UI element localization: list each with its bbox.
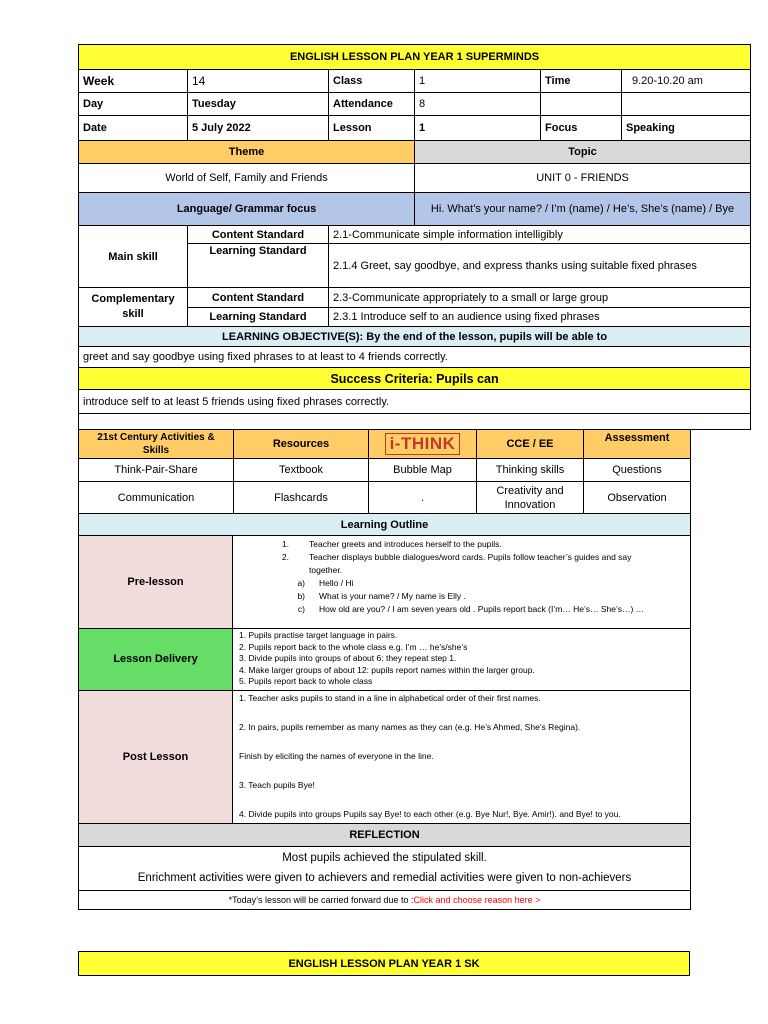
main-learning-standard[interactable]: 2.1.4 Greet, say goodbye, and express thanks using suitable fixed phrases	[329, 244, 751, 288]
week-value[interactable]: 14	[188, 70, 329, 93]
date-label: Date	[79, 116, 188, 141]
reflection-text[interactable]: Most pupils achieved the stipulated skill. Enrichment activities were given to achievers and remedial activities were given to non-achievers	[79, 846, 691, 890]
empty-cell	[541, 93, 622, 116]
week-label: Week	[79, 70, 188, 93]
topic-value[interactable]: UNIT 0 - FRIENDS	[415, 164, 751, 193]
ithink-logo: i-THINK	[385, 433, 461, 455]
resources-header: Resources	[234, 430, 369, 459]
learning-outline-header: Learning Outline	[79, 514, 691, 536]
comp-content-standard[interactable]: 2.3-Communicate appropriately to a small or large group	[329, 288, 751, 308]
21st-century-2[interactable]: Communication	[79, 482, 234, 514]
attendance-label: Attendance	[329, 93, 415, 116]
comp-learning-standard[interactable]: 2.3.1 Introduce self to an audience using fixed phrases	[329, 308, 751, 327]
focus-value[interactable]: Speaking	[622, 116, 751, 141]
21st-century-1[interactable]: Think-Pair-Share	[79, 459, 234, 482]
objective-text[interactable]: greet and say goodbye using fixed phrases to at least to 4 friends correctly.	[79, 347, 751, 368]
pre-lesson-label: Pre-lesson	[79, 536, 233, 629]
post-lesson-label: Post Lesson	[79, 690, 233, 823]
assessment-1[interactable]: Questions	[584, 459, 691, 482]
lesson-plan-table	[78, 44, 751, 430]
assessment-header: Assessment	[584, 430, 691, 459]
assessment-2[interactable]: Observation	[584, 482, 691, 514]
lesson-delivery-steps[interactable]: 1. Pupils practise target language in pairs. 2. Pupils report back to the whole class e.g. I’m … he’s/she’s 3. Divide pupils into groups of about 6: they repeat step 1. 4. Make larger groups of about 12: pupils report names within the larger group. 5. Pupils report back to whole class	[233, 629, 691, 691]
ithink-2[interactable]: .	[369, 482, 477, 514]
success-criteria-header: Success Criteria: Pupils can	[79, 368, 751, 390]
success-criteria-text[interactable]: introduce self to at least 5 friends using fixed phrases correctly.	[79, 390, 751, 414]
comp-learning-standard-label: Learning Standard	[188, 308, 329, 327]
main-learning-standard-label: Learning Standard	[188, 244, 329, 288]
time-value[interactable]: 9.20-10.20 am	[622, 70, 751, 93]
lesson-plan	[78, 44, 735, 910]
reflection-header: REFLECTION	[79, 823, 691, 846]
date-value[interactable]: 5 July 2022	[188, 116, 329, 141]
ithink-1[interactable]: Bubble Map	[369, 459, 477, 482]
21st-century-header: 21st Century Activities & Skills	[79, 430, 234, 459]
attendance-value[interactable]: 8	[415, 93, 541, 116]
outline-table	[78, 513, 691, 910]
lesson-delivery-label: Lesson Delivery	[79, 629, 233, 691]
lesson-value[interactable]: 1	[415, 116, 541, 141]
main-skill-label: Main skill	[79, 226, 188, 288]
pre-lesson-steps[interactable]: 1. Teacher greets and introduces herself to the pupils. 2. Teacher displays bubble dialogues/word cards. Pupils follow teacher’s guides and say together. a) Hello / Hi b) What is your name? / My name is Elly . c) How old are you? / I am seven years old . Pupils report back (I’m… He’s… She’s…) …	[233, 536, 691, 629]
ithink-header	[369, 430, 477, 459]
next-page-header	[78, 951, 690, 976]
empty-cell	[622, 93, 751, 116]
main-content-standard-label: Content Standard	[188, 226, 329, 244]
resource-2[interactable]: Flashcards	[234, 482, 369, 514]
topic-header: Topic	[415, 141, 751, 164]
cce-1[interactable]: Thinking skills	[477, 459, 584, 482]
resource-1[interactable]: Textbook	[234, 459, 369, 482]
cce-header: CCE / EE	[477, 430, 584, 459]
language-focus-value[interactable]: Hi. What’s your name? / I’m (name) / He’s, She’s (name) / Bye	[415, 193, 751, 226]
day-label: Day	[79, 93, 188, 116]
focus-label: Focus	[541, 116, 622, 141]
comp-content-standard-label: Content Standard	[188, 288, 329, 308]
page-title: ENGLISH LESSON PLAN YEAR 1 SUPERMINDS	[79, 45, 751, 70]
theme-header: Theme	[79, 141, 415, 164]
lesson-label: Lesson	[329, 116, 415, 141]
class-value[interactable]: 1	[415, 70, 541, 93]
cce-2[interactable]: Creativity and Innovation	[477, 482, 584, 514]
language-focus-label: Language/ Grammar focus	[79, 193, 415, 226]
blank-row	[79, 414, 751, 430]
class-label: Class	[329, 70, 415, 93]
carry-forward-row	[79, 890, 691, 909]
theme-value[interactable]: World of Self, Family and Friends	[79, 164, 415, 193]
main-content-standard[interactable]: 2.1-Communicate simple information intelligibly	[329, 226, 751, 244]
footer-title: ENGLISH LESSON PLAN YEAR 1 SK	[79, 952, 690, 976]
objective-header: LEARNING OBJECTIVE(S): By the end of the lesson, pupils will be able to	[79, 327, 751, 347]
complementary-skill-label: Complementary skill	[79, 288, 188, 327]
carry-forward-reason-link[interactable]: Click and choose reason here >	[413, 894, 541, 905]
day-value[interactable]: Tuesday	[188, 93, 329, 116]
post-lesson-steps[interactable]: 1. Teacher asks pupils to stand in a line in alphabetical order of their first names. 2. In pairs, pupils remember as many names as they can (e.g. He’s Ahmed, She’s Regina). Finish by eliciting the names of everyone in the line. 3. Teach pupils Bye! 4. Divide pupils into groups Pupils say Bye! to each other (e.g. Bye Nur!, Bye. Amir!). and Bye! to you.	[233, 690, 691, 823]
carry-forward-label: *Today’s lesson will be carried forward due to :	[228, 894, 414, 905]
resources-table	[78, 429, 691, 514]
time-label: Time	[541, 70, 622, 93]
